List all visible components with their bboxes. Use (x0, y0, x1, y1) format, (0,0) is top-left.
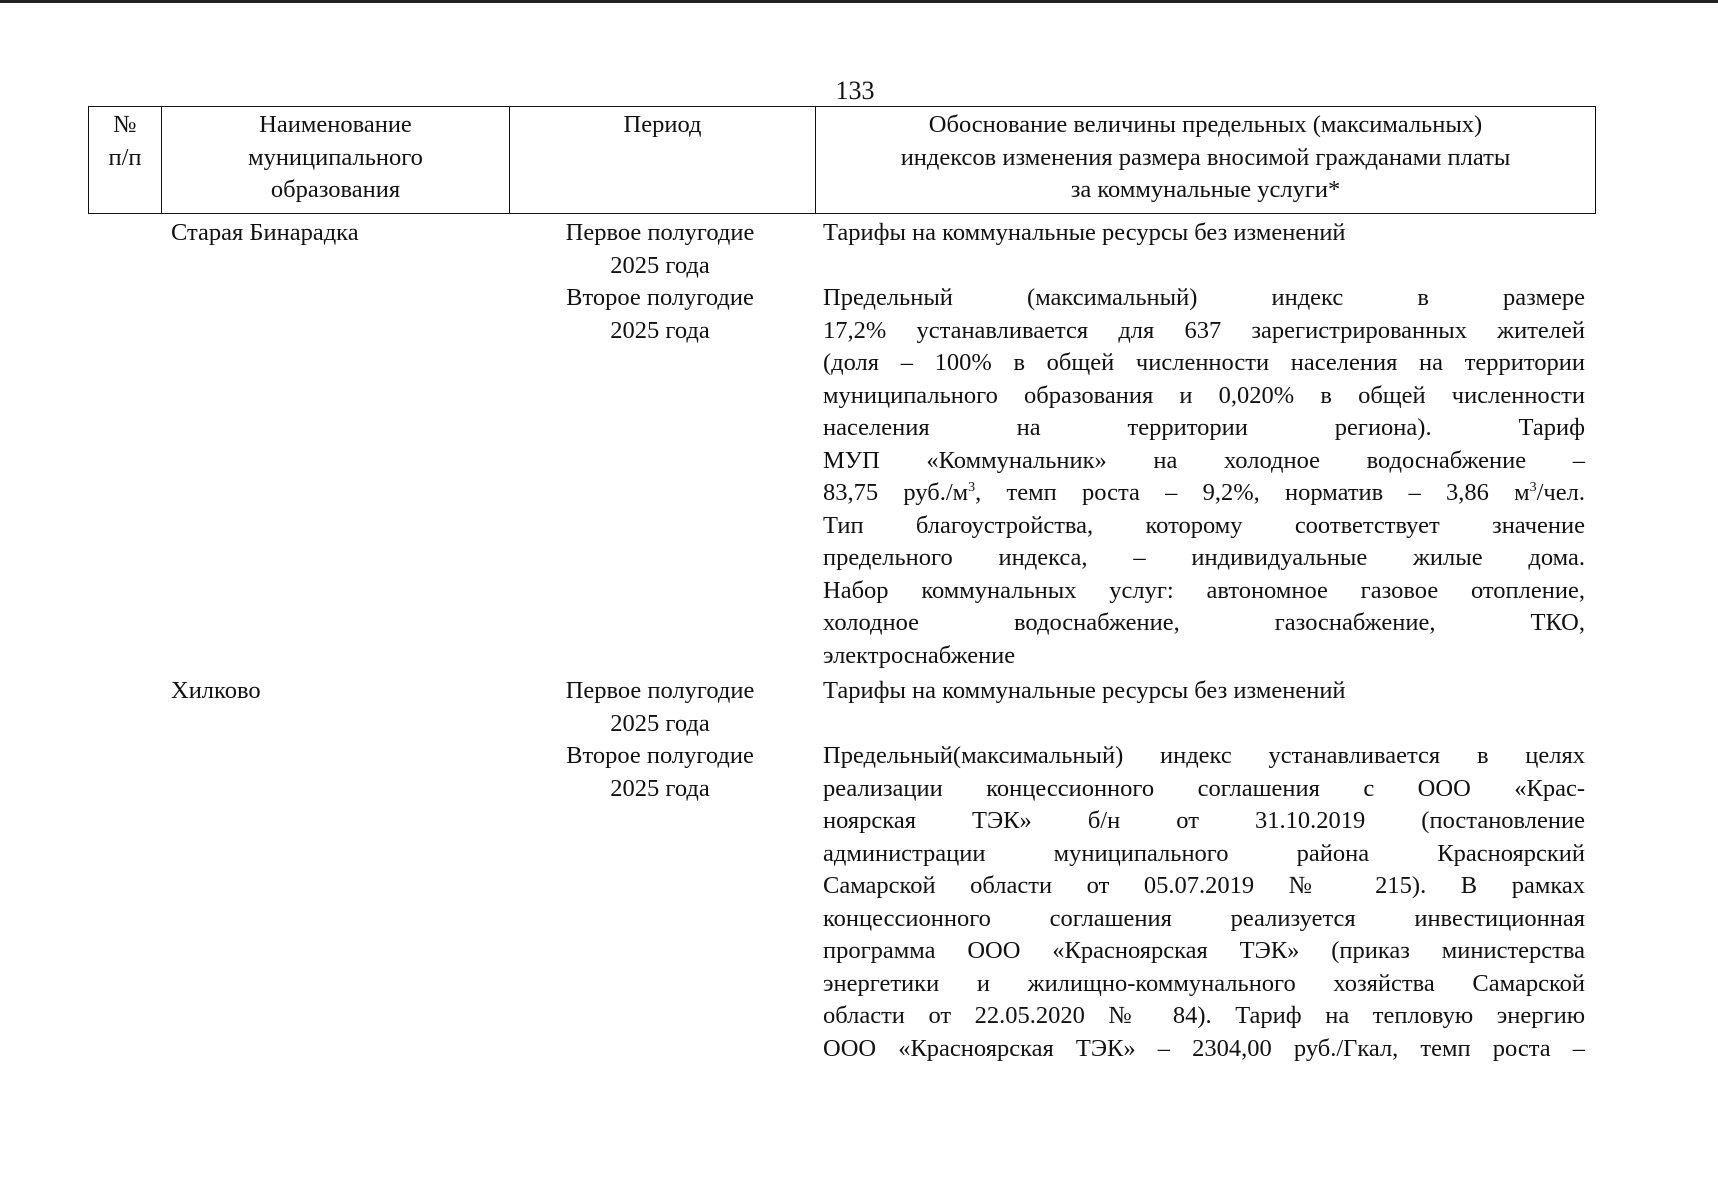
header-col-justification: Обоснование величины предельных (максимальных) индексов изменения размера вносимой гражданами платы за коммунальные услуги* (900, 111, 1511, 203)
table-header (88, 106, 1596, 214)
period-first-half: Первое полугодие 2025 года (565, 677, 755, 737)
header-col-municipality: Наименование муниципального образования (162, 107, 510, 213)
period-second-half: Второе полугодие 2025 года (566, 742, 754, 802)
justification-text: Предельный(максимальный) индекс устанавливается в целях реализации концессионного соглашения с ООО «Крас- ноярская ТЭК» б/н от 31.10.2019 (постановление администрации муниципального района Красноярский Самарской области от 05.07.2019 № 215). В рамках концессионного соглашения реализуется инвестиционная программа ООО «Красноярская ТЭК» (приказ министерства энергетики и жилищно-коммунального хозяйства Самарской области от 22.05.2020 № 84). Тариф на тепловую энергию ООО «Красноярская ТЭК» – 2304,00 руб./Гкал, темп роста – (823, 742, 1585, 1062)
period-first-half: Первое полугодие 2025 года (565, 219, 755, 279)
header-col-number: № п/п (89, 107, 162, 213)
municipality-name: Хилково (171, 677, 261, 704)
header-col-period: Период (510, 107, 816, 213)
top-rule (0, 0, 1718, 3)
justification-text: Предельный (максимальный) индекс в размере 17,2% устанавливается для 637 зарегистрированных жителей (доля – 100% в общей численности населения на территории муниципального образования и 0,020% в общей численности населения на территории региона). Тариф МУП «Коммунальник» на холодное водоснабжение – 83,75 $руб./м^3$, темп роста – 9,2%, норматив – 3,86 $м^3$/чел. Тип благоустройства, которому соответствует значение предельного индекса, – индивидуальные жилые дома. Набор коммунальных услуг: автономное газовое отопление, холодное водоснабжение, газоснабжение, ТКО, электроснабжение (823, 284, 1585, 669)
period-second-half: Второе полугодие 2025 года (566, 284, 754, 344)
justification-text: Тарифы на коммунальные ресурсы без изменений (823, 677, 1346, 704)
page-number: 133 (835, 76, 875, 105)
justification-text: Тарифы на коммунальные ресурсы без изменений (823, 219, 1346, 246)
municipality-name: Старая Бинарадка (171, 219, 359, 246)
